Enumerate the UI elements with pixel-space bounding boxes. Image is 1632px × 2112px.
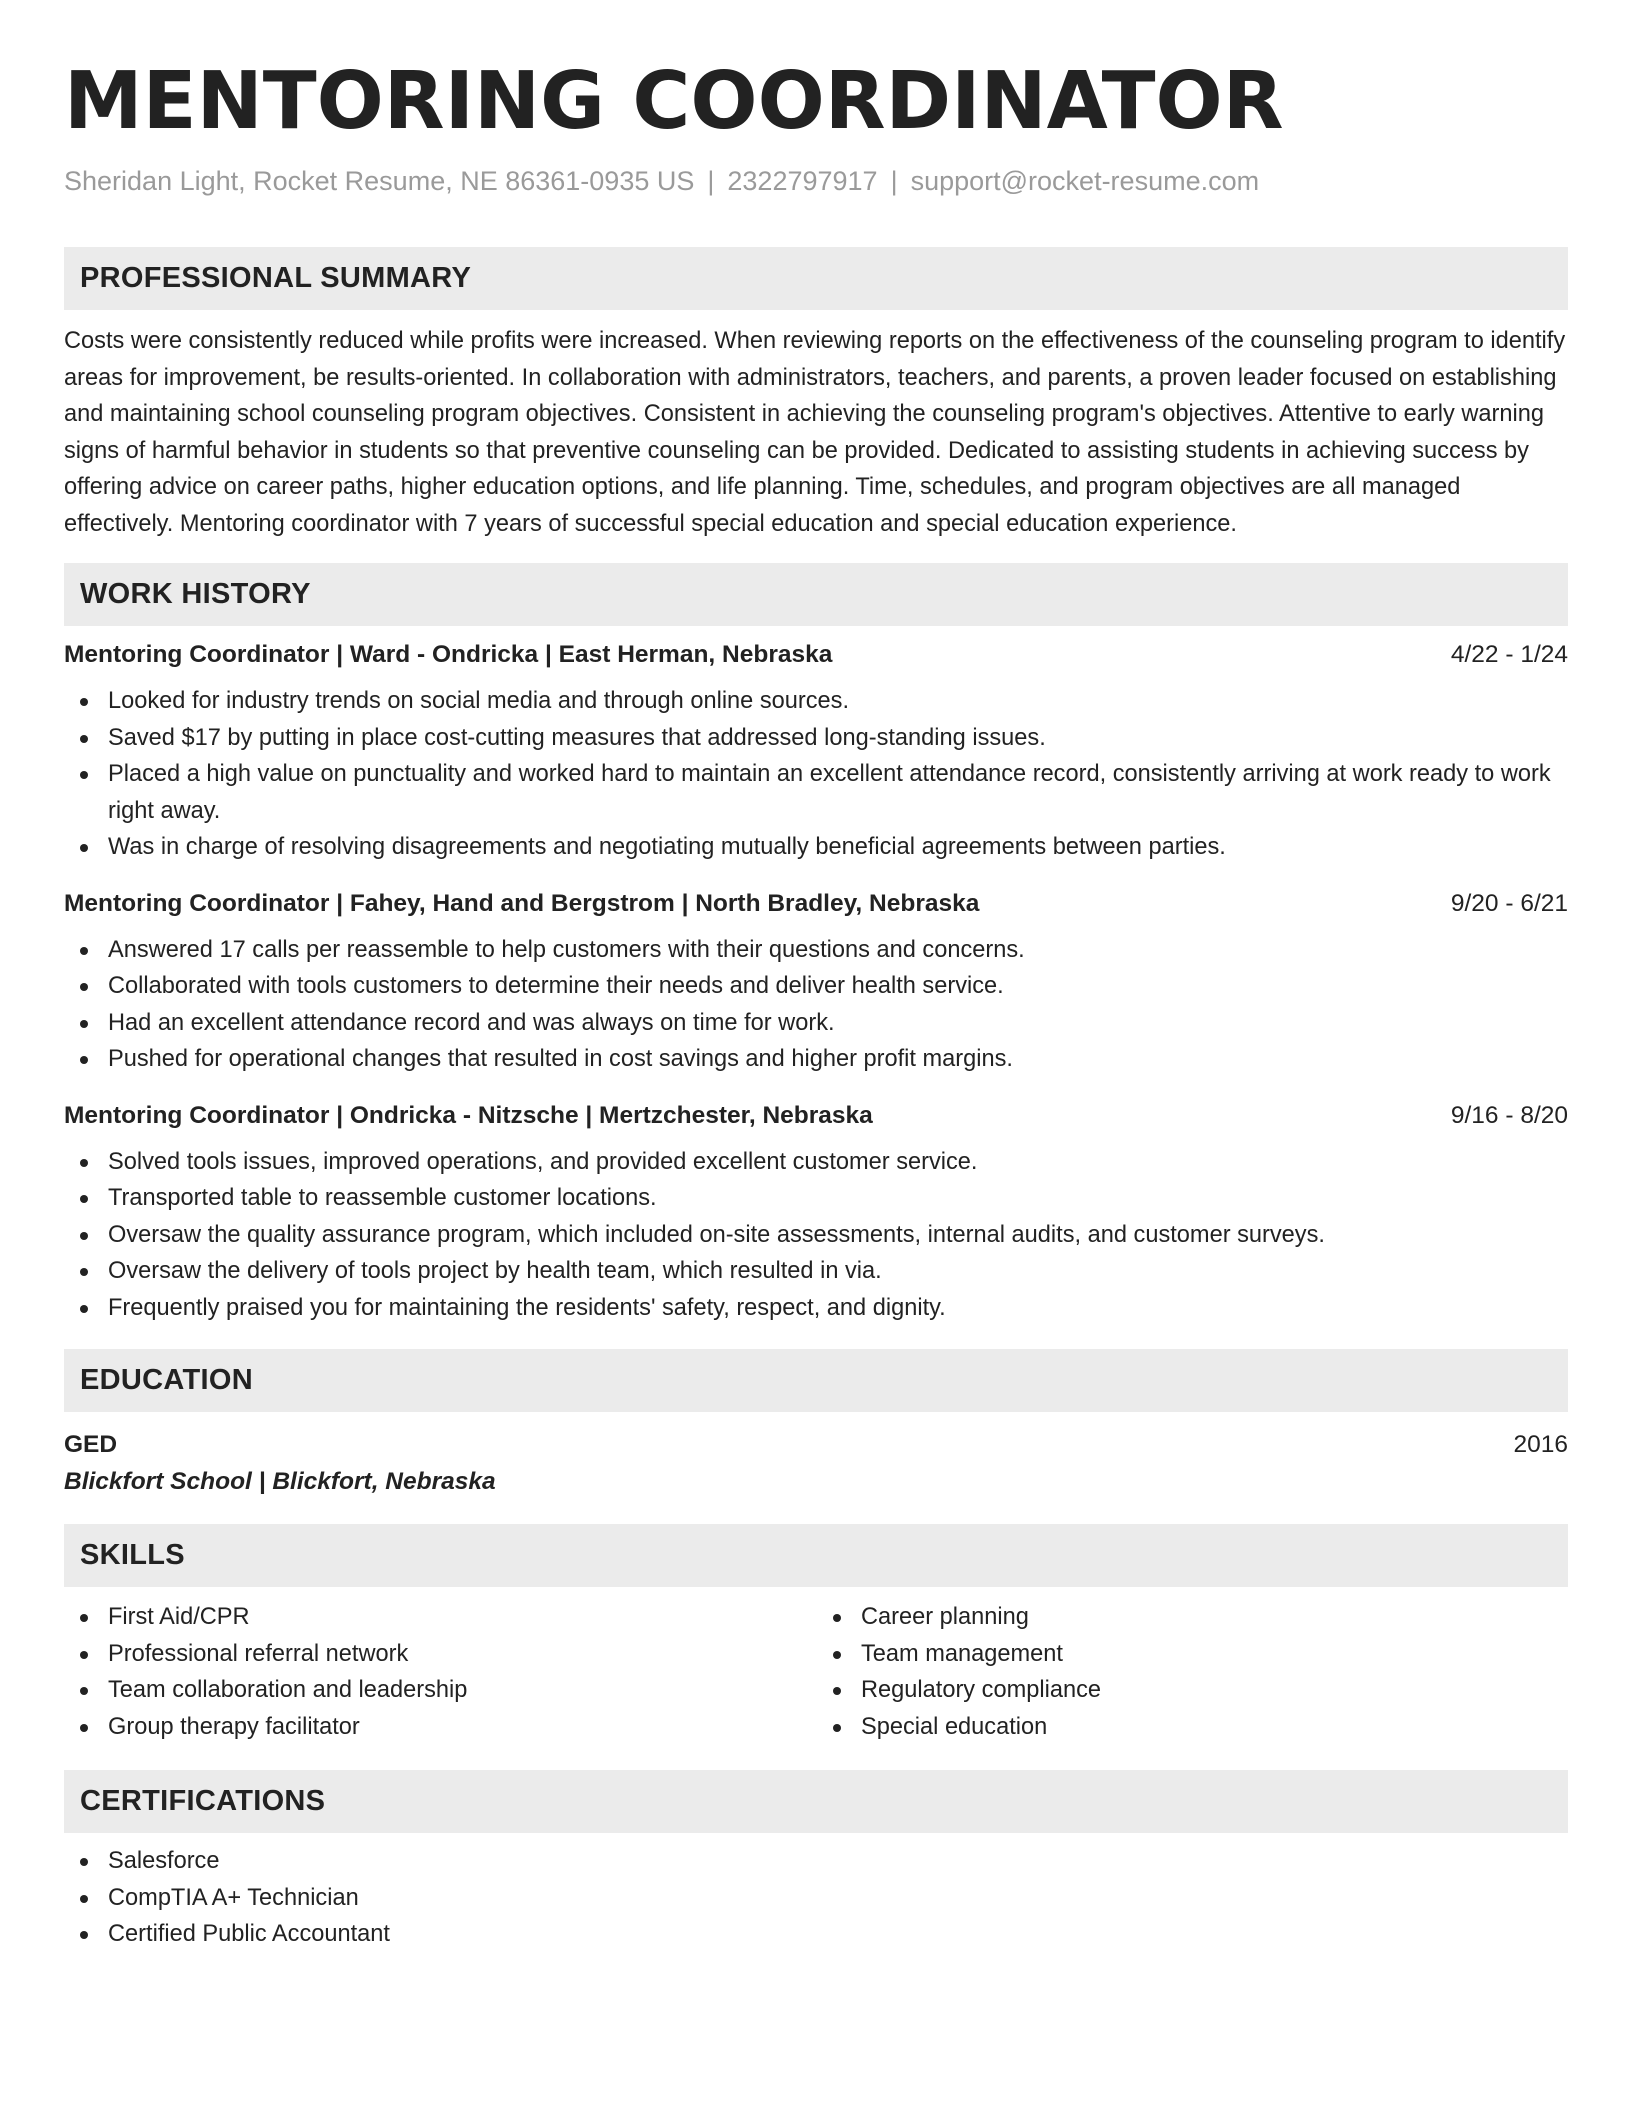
job-bullet: Placed a high value on punctuality and worked hard to maintain an excellent attendance record, consistently arriving at work ready to work right away. [64, 756, 1568, 829]
section-heading-summary: PROFESSIONAL SUMMARY [64, 247, 1568, 310]
contact-separator: | [707, 166, 715, 196]
skill-item: Team management [817, 1636, 1569, 1673]
job-bullet: Oversaw the quality assurance program, which included on-site assessments, internal audits, and customer surveys. [64, 1217, 1568, 1254]
skill-item: Group therapy facilitator [64, 1709, 816, 1746]
job-bullets [64, 683, 1568, 866]
job-entry [64, 886, 1568, 1078]
education-year: 2016 [1513, 1431, 1568, 1459]
job-title: Mentoring Coordinator | Ward - Ondricka | East Herman, Nebraska [64, 641, 833, 669]
job-title: Mentoring Coordinator | Fahey, Hand and Bergstrom | North Bradley, Nebraska [64, 889, 980, 917]
job-header [64, 637, 1568, 673]
job-bullet: Transported table to reassemble customer locations. [64, 1180, 1568, 1217]
skill-item: Special education [817, 1709, 1569, 1746]
job-bullet: Was in charge of resolving disagreements and negotiating mutually beneficial agreements between parties. [64, 829, 1568, 866]
section-heading-skills: SKILLS [64, 1524, 1568, 1587]
education-degree: GED [64, 1431, 118, 1459]
skill-item: Team collaboration and leadership [64, 1672, 816, 1709]
skill-item: First Aid/CPR [64, 1599, 816, 1636]
resume-title: MENTORING COORDINATOR [64, 55, 1284, 147]
skill-item: Regulatory compliance [817, 1672, 1569, 1709]
job-bullet: Solved tools issues, improved operations, and provided excellent customer service. [64, 1144, 1568, 1181]
job-bullet: Pushed for operational changes that resulted in cost savings and higher profit margins. [64, 1041, 1568, 1078]
section-heading-education: EDUCATION [64, 1349, 1568, 1412]
job-bullet: Oversaw the delivery of tools project by health team, which resulted in via. [64, 1253, 1568, 1290]
certification-item: Salesforce [64, 1843, 1568, 1880]
job-entry [64, 1098, 1568, 1327]
education-header [64, 1426, 1568, 1463]
section-heading-work-history: WORK HISTORY [64, 563, 1568, 626]
summary-text: Costs were consistently reduced while profits were increased. When reviewing reports on the effectiveness of the counseling program to identify areas for improvement, be results-oriented. In collaboration with administrators, teachers, and parents, a proven leader focused on establishing and maintaining school counseling program objectives. Consistent in achieving the counseling program's objectives. Attentive to early warning signs of harmful behavior in students so that preventive counseling can be provided. Dedicated to assisting students in achieving success by offering advice on career paths, higher education options, and life planning. Time, schedules, and program objectives are all managed effectively. Mentoring coordinator with 7 years of successful special education and special education experience. [64, 328, 1566, 537]
job-title: Mentoring Coordinator | Ondricka - Nitzsche | Mertzchester, Nebraska [64, 1101, 873, 1129]
contact-email: support@rocket-resume.com [910, 166, 1260, 196]
section-heading-certifications: CERTIFICATIONS [64, 1770, 1568, 1833]
job-dates: 9/16 - 8/20 [1450, 1101, 1568, 1129]
job-entry [64, 637, 1568, 866]
job-bullets [64, 1144, 1568, 1327]
skills-column-right [816, 1599, 1569, 1745]
contact-line [64, 165, 1568, 197]
job-bullets [64, 932, 1568, 1078]
job-dates: 4/22 - 1/24 [1450, 641, 1568, 669]
job-bullet: Looked for industry trends on social media and through online sources. [64, 683, 1568, 720]
certifications-list [64, 1843, 1568, 1953]
job-bullet: Collaborated with tools customers to determine their needs and deliver health service. [64, 968, 1568, 1005]
contact-separator: | [890, 166, 898, 196]
skills-column-left [64, 1599, 816, 1745]
certification-item: CompTIA A+ Technician [64, 1880, 1568, 1917]
job-bullet: Had an excellent attendance record and was always on time for work. [64, 1005, 1568, 1042]
job-bullet: Answered 17 calls per reassemble to help customers with their questions and concerns. [64, 932, 1568, 969]
job-bullet: Frequently praised you for maintaining the residents' safety, respect, and dignity. [64, 1290, 1568, 1327]
job-bullet: Saved $17 by putting in place cost-cutting measures that addressed long-standing issues. [64, 720, 1568, 757]
skills-grid [64, 1599, 1568, 1745]
certification-item: Certified Public Accountant [64, 1916, 1568, 1953]
contact-phone: 2322797917 [727, 166, 878, 196]
skill-item: Career planning [817, 1599, 1569, 1636]
contact-address: Sheridan Light, Rocket Resume, NE 86361-0935 US [64, 166, 695, 196]
job-header [64, 1098, 1568, 1134]
job-dates: 9/20 - 6/21 [1450, 889, 1568, 917]
skill-item: Professional referral network [64, 1636, 816, 1673]
education-school: Blickfort School | Blickfort, Nebraska [64, 1468, 496, 1496]
job-header [64, 886, 1568, 922]
